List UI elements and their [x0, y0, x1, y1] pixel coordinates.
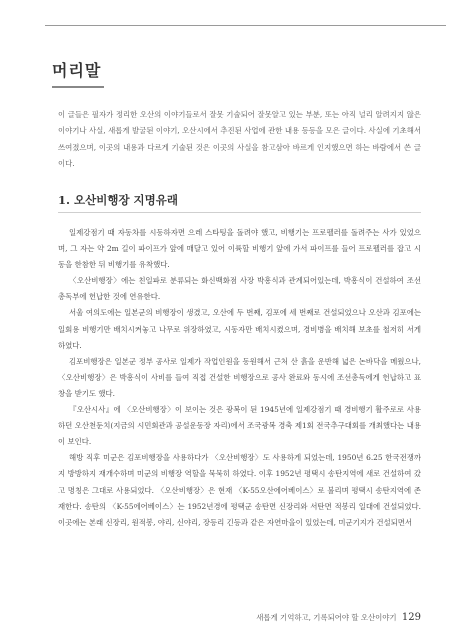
- section-rule: [58, 212, 421, 213]
- footer-text: 새롭게 기억하고, 기록되어야 할 오산이야기: [256, 613, 397, 622]
- page-footer: [256, 612, 421, 623]
- top-rule: [45, 25, 446, 26]
- body-paragraph: 김포비행장은 일본군 정부 공사로 일제가 작업인원을 동원해서 근처 산 흙을 운반해 넓은 논바닥을 메웠으나, 〈오산비행장〉은 박흥식이 사비를 들여 직접 건설한 비행장으로 공사 완료와 동시에 조선총독에게 헌납하고 표창을 받기도 했다.: [58, 356, 421, 398]
- page-heading: 머리말: [52, 61, 102, 80]
- body-text: [58, 225, 421, 531]
- body-paragraph: 『오산시사』에 〈오산비행장〉이 보이는 것은 광복이 된 1945년에 일제강점기 때 경비행기 활주로로 사용하던 오산천둔치(지금의 시민회관과 공설운동장 자리)에서 조국광복 경축 제1회 전국추구대회를 개최했다는 내용이 보인다.: [58, 405, 421, 447]
- heading-container: [52, 58, 101, 81]
- page-number: 129: [401, 612, 421, 623]
- intro-paragraph: 이 글들은 필자가 정리한 오산의 이야기들로서 잘못 기술되어 잘못알고 있는 부분, 또는 아직 널리 알려지지 않은 이야기나 사실, 새롭게 발굴된 이야기, 오산시에서 추진된 사업에 관한 내용 등등을 모은 글이다. 사실에 기초해서 쓰여졌으며, 이곳의 내용과 다르게 기술된 것은 이곳의 사실을 참고삼아 바르게 인지했으면 하는 바람에서 쓴 글이다.: [58, 110, 421, 168]
- body-paragraph: 일제강점기 때 자동차를 시동하자면 으레 스타팅을 돌려야 했고, 비행기는 프로펠러를 돌려주는 사가 있었으며, 그 자는 약 2m 길이 파이프가 앞에 매달고 있어 이륙할 비행기 앞에 가서 파이프를 들어 프로펠러를 잡고 시동을 한참한 뒤 비행기를 유착했다.: [58, 228, 421, 270]
- heading-underline: [52, 86, 104, 88]
- body-paragraph: 〈오산비행장〉에는 친일파로 분류되는 화신백화점 사장 박흥식과 관계되어있는데, 박흥식이 건설하여 조선총독부에 헌납한 것에 연유한다.: [58, 276, 421, 302]
- section-title: 1. 오산비행장 지명유래: [58, 193, 178, 207]
- body-paragraph: 해방 직후 미군은 김포비행장을 사용하다가 〈오산비행장〉도 사용하게 되었는데, 1950년 6.25 한국전쟁까지 방방하지 재개수하며 미군의 비행장 역할을 묵묵히 하였다. 이후 1952년 평택시 송탄지역에 새로 건설하여 갔고 명칭은 그대로 사용되었다. 〈오산비행장〉은 현재 〈K-55오산에어베이스〉로 불리며 평택시 송탄지역에 존재한다. 송탄의 〈K-55에어베이스〉는 1952년경에 평택군 송탄면 신장리와 서탄면 적봉리 일대에 건설되었다. 이곳에는 본래 신장리, 원적봉, 야리, 신야리, 장등리 긴등과 같은 자연마을이 있었는데, 미군기지가 건설되면서: [58, 453, 421, 527]
- body-paragraph: 서울 여의도에는 일본군의 비행장이 생겼고, 오산에 두 번째, 김포에 세 번째로 건설되었으나 오산과 김포에는 일회용 비행기만 배치시켜놓고 나무로 위장하였고, 시동자만 배치시켰으며, 경비병을 배치해 보초를 철저히 서게 하였다.: [58, 308, 421, 350]
